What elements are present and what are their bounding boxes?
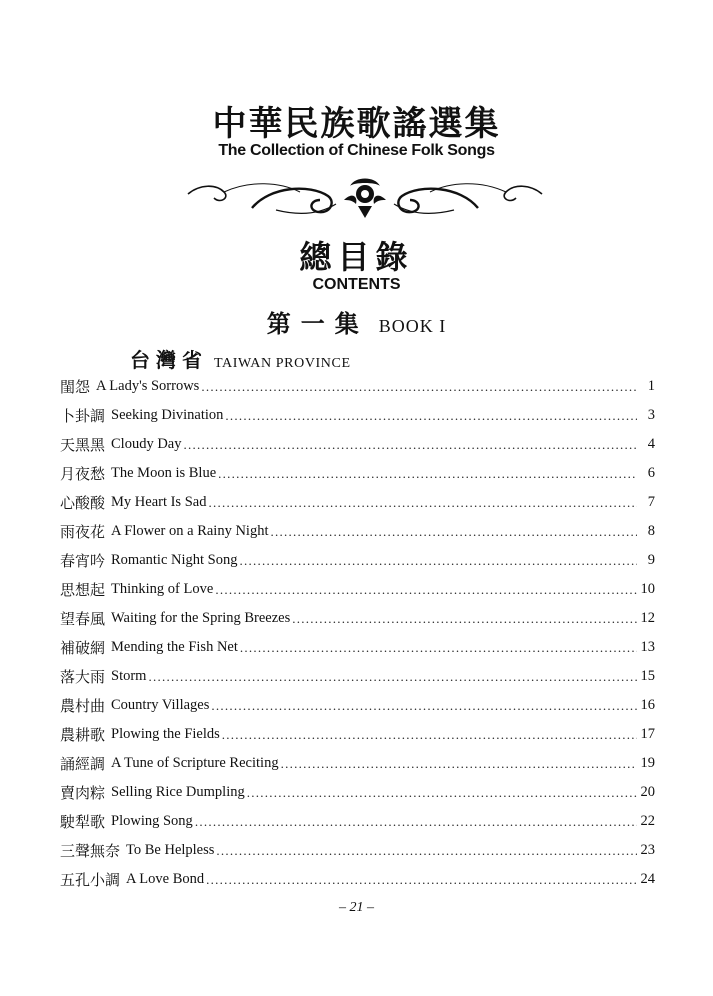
toc-entry-page-number: 9 xyxy=(647,552,655,568)
dot-leader xyxy=(215,582,637,598)
toc-entry-chinese-title: 心酸酸 xyxy=(60,494,106,512)
toc-entry-page-number: 16 xyxy=(640,697,655,713)
toc-entry-chinese-title: 春宵吟 xyxy=(60,552,106,570)
toc-entry-chinese-title: 思想起 xyxy=(60,581,106,599)
toc-entry-chinese-title: 閨怨 xyxy=(60,378,91,396)
page-number: – 21 – xyxy=(339,900,374,915)
dot-leader xyxy=(184,437,638,453)
toc-entry xyxy=(60,430,655,459)
dot-leader xyxy=(240,553,638,569)
toc-entry xyxy=(60,633,655,662)
toc-entry xyxy=(60,488,655,517)
book-heading xyxy=(0,304,713,339)
table-of-contents xyxy=(60,372,655,894)
section-heading xyxy=(130,344,351,373)
toc-entry-english-title: Selling Rice Dumpling xyxy=(111,784,245,800)
collection-title-chinese: 中華民族歌謠選集 xyxy=(212,104,501,144)
toc-entry-english-title: Plowing Song xyxy=(111,813,193,829)
toc-entry-page-number: 4 xyxy=(647,436,655,452)
toc-entry-english-title: The Moon is Blue xyxy=(111,465,217,481)
toc-entry-page-number: 15 xyxy=(640,668,655,684)
toc-entry-english-title: Storm xyxy=(111,668,147,684)
toc-entry xyxy=(60,546,655,575)
dot-leader xyxy=(211,698,637,714)
toc-entry-english-title: Waiting for the Spring Breezes xyxy=(111,610,291,626)
toc-entry-page-number: 20 xyxy=(640,784,655,800)
toc-entry-page-number: 17 xyxy=(640,726,655,742)
dot-leader xyxy=(271,524,638,540)
dot-leader xyxy=(240,640,637,656)
toc-entry xyxy=(60,691,655,720)
toc-entry-english-title: To Be Helpless xyxy=(126,842,215,858)
toc-entry-chinese-title: 月夜愁 xyxy=(60,465,106,483)
toc-entry-chinese-title: 望春風 xyxy=(60,610,106,628)
toc-entry xyxy=(60,807,655,836)
toc-entry xyxy=(60,517,655,546)
toc-entry-chinese-title: 落大雨 xyxy=(60,668,106,686)
toc-entry-page-number: 8 xyxy=(647,523,655,539)
toc-entry-english-title: Thinking of Love xyxy=(111,581,214,597)
toc-entry-chinese-title: 賣肉粽 xyxy=(60,784,106,802)
toc-entry-english-title: A Love Bond xyxy=(126,871,205,887)
toc-entry xyxy=(60,778,655,807)
dot-leader xyxy=(225,408,637,424)
collection-title-english: The Collection of Chinese Folk Songs xyxy=(218,142,495,159)
dot-leader xyxy=(281,756,637,772)
toc-entry-chinese-title: 天黑黑 xyxy=(60,436,106,454)
dot-leader xyxy=(201,379,637,395)
toc-entry-english-title: Country Villages xyxy=(111,697,210,713)
toc-entry-page-number: 7 xyxy=(647,494,655,510)
toc-entry-page-number: 19 xyxy=(640,755,655,771)
toc-entry xyxy=(60,459,655,488)
contents-heading-chinese: 總目錄 xyxy=(299,238,414,276)
toc-entry xyxy=(60,604,655,633)
toc-entry-chinese-title: 卜卦調 xyxy=(60,407,106,425)
dot-leader xyxy=(208,495,637,511)
toc-entry-chinese-title: 五孔小調 xyxy=(60,871,121,889)
toc-entry xyxy=(60,401,655,430)
toc-entry-chinese-title: 雨夜花 xyxy=(60,523,106,541)
toc-entry-english-title: A Flower on a Rainy Night xyxy=(111,523,269,539)
dot-leader xyxy=(218,466,637,482)
toc-entry-page-number: 1 xyxy=(647,378,655,394)
section-label-english: TAIWAN PROVINCE xyxy=(214,356,351,371)
toc-entry xyxy=(60,749,655,778)
toc-entry-english-title: Mending the Fish Net xyxy=(111,639,238,655)
dot-leader xyxy=(292,611,637,627)
toc-entry-chinese-title: 補破網 xyxy=(60,639,106,657)
dot-leader xyxy=(216,843,637,859)
toc-entry-english-title: Romantic Night Song xyxy=(111,552,238,568)
toc-entry-page-number: 13 xyxy=(640,639,655,655)
toc-entry xyxy=(60,372,655,401)
toc-entry-english-title: My Heart Is Sad xyxy=(111,494,207,510)
toc-entry-page-number: 24 xyxy=(640,871,655,887)
section-label-chinese: 台灣省 xyxy=(130,348,208,372)
dot-leader xyxy=(206,872,637,888)
toc-entry-page-number: 10 xyxy=(640,581,655,597)
toc-entry-chinese-title: 誦經調 xyxy=(60,755,106,773)
toc-entry-chinese-title: 駛犁歌 xyxy=(60,813,106,831)
toc-entry-english-title: Seeking Divination xyxy=(111,407,224,423)
dot-leader xyxy=(148,669,637,685)
book-label-english: BOOK I xyxy=(378,316,447,336)
floral-scroll-ornament-icon xyxy=(180,170,550,222)
toc-entry-page-number: 3 xyxy=(647,407,655,423)
toc-entry-english-title: Plowing the Fields xyxy=(111,726,220,742)
toc-entry-english-title: A Tune of Scripture Reciting xyxy=(111,755,279,771)
toc-entry xyxy=(60,865,655,894)
toc-entry-english-title: A Lady's Sorrows xyxy=(96,378,200,394)
toc-entry xyxy=(60,836,655,865)
toc-entry-chinese-title: 三聲無奈 xyxy=(60,842,121,860)
toc-entry xyxy=(60,662,655,691)
toc-entry-page-number: 23 xyxy=(640,842,655,858)
toc-entry xyxy=(60,720,655,749)
toc-entry-english-title: Cloudy Day xyxy=(111,436,182,452)
toc-entry xyxy=(60,575,655,604)
toc-entry-page-number: 6 xyxy=(647,465,655,481)
dot-leader xyxy=(195,814,637,830)
contents-heading-english: CONTENTS xyxy=(312,276,401,293)
dot-leader xyxy=(247,785,637,801)
toc-entry-chinese-title: 農村曲 xyxy=(60,697,106,715)
dot-leader xyxy=(222,727,637,743)
toc-entry-page-number: 12 xyxy=(640,610,655,626)
toc-entry-chinese-title: 農耕歌 xyxy=(60,726,106,744)
book-label-chinese: 第一集 xyxy=(266,310,369,338)
toc-entry-page-number: 22 xyxy=(640,813,655,829)
